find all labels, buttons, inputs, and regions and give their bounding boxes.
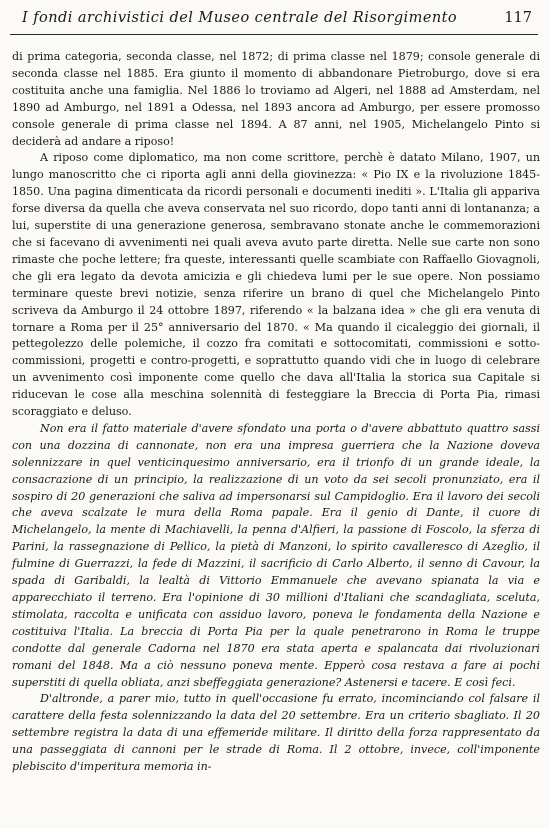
paragraph-retirement: A riposo come diplomatico, ma non come scrittore, perchè è datato Milano, 1907, un lungo manoscritto che ci riporta agli anni della giovinezza: « Pio IX e la rivoluzione 1845-1850. Una pagina dimenticata da ricordi personali e documenti inediti ». L'Italia gli appariva forse diversa da quella che aveva conservata nel suo ricordo, dopo tanti anni di lontananza; a lui, superstite di una generazione generosa, sembravano stonate anche le commemorazioni che si facevano di avvenimenti nei quali aveva avuto parte diretta. Nelle sue carte non sono rimaste che poche lettere; fra queste, interessanti quelle scambiate con Raffaello Giovagnoli, che gli era legato da devota amicizia e gli chiedeva lumi per le sue opere. Non possiamo terminare queste brevi notizie, senza riferire un brano di quel che Michelangelo Pinto scriveva da Amburgo il 24 ottobre 1897, riferendo « la balzana idea » che gli era venuta di tornare a Roma per il 25° anniversario del 1870. « Ma quando il cicaleggio dei giornali, il pettegolezzo delle polemiche, il cozzo fra comitati e sottocomitati, commissioni e sotto-commissioni, progetti e contro-progetti, e soprattutto quando vidi che in luogo di celebrare un avvenimento così imponente come quello che dava all'Italia la storica sua Capitale si riducevan le cose alla meschina solennità di festeggiare la Breccia di Porta Pia, rimasi scoraggiato e deluso. [12, 151, 540, 419]
running-header [10, 4, 538, 35]
page-number: 117 [504, 10, 532, 26]
body-text [12, 49, 540, 776]
paragraph-quote-porta-pia: Non era il fatto materiale d'avere sfondato una porta o d'avere abbattuto quattro sassi con una dozzina di cannonate, non era una impresa guerriera che la Nazione doveva solennizzare in quel venticinquesimo anniversario, era il trionfo di un grande ideale, la consacrazione di un principio, la realizzazione di un voto da sei secoli pronunziato, era il sospiro di 20 generazioni che saliva ad impersonarsi sul Campidoglio. Era il lavoro dei secoli che aveva scalzate le mura della Roma papale. Era il genio di Dante, il cuore di Michelangelo, la mente di Machiavelli, la penna d'Alfieri, la passione di Foscolo, la sferza di Parini, la rassegnazione di Pellico, la pietà di Manzoni, lo spirito cavalleresco di Azeglio, il fulmine di Guerrazzi, la fede di Mazzini, il sacrificio di Carlo Alberto, il senno di Cavour, la spada di Garibaldi, la lealtà di Vittorio Emmanuele che avevano spianata la via e apparecchiato il terreno. Era l'opinione di 30 millioni d'Italiani che scandagliata, sceluta, stimolata, raccolta e unificata con assiduo lavoro, poneva le fondamenta della Nazione e costituiva l'Italia. La breccia di Porta Pia per la quale penetrarono in Roma le truppe condotte dal generale Cadorna nel 1870 era stata aperta e spalancata dai rivoluzionari romani del 1848. Ma a ciò nessuno poneva mente. Epperò cosa restava a fare ai pochi superstiti di quella obliata, anzi sbeffeggiata generazione? Astenersi e tacere. E così feci. [12, 421, 540, 689]
running-title: I fondi archivistici del Museo centrale del Risorgimento [22, 10, 458, 26]
paragraph-quote-20-settembre: D'altronde, a parer mio, tutto in quell'occasione fu errato, incominciando col falsare il carattere della festa solennizzando la data del 20 settembre. Era un criterio sbagliato. Il 20 settembre registra la data di una effemeride militare. Il diritto della forza rappresentato da una passeggiata di cannoni per le strade di Roma. Il 2 ottobre, invece, coll'imponente plebiscito d'imperitura memoria in- [12, 692, 540, 774]
paragraph-career: di prima categoria, seconda classe, nel 1872; di prima classe nel 1879; console generale di seconda classe nel 1885. Era giunto il momento di abbandonare Pietroburgo, dove si era costituita anche una famiglia. Nel 1886 lo troviamo ad Algeri, nel 1888 ad Amsterdam, nel 1890 ad Amburgo, nel 1891 a Odessa, nel 1893 ancora ad Amburgo, per essere promosso console generale di prima classe nel 1894. A 87 anni, nel 1905, Michelangelo Pinto si deciderà ad andare a riposo! [12, 50, 540, 148]
